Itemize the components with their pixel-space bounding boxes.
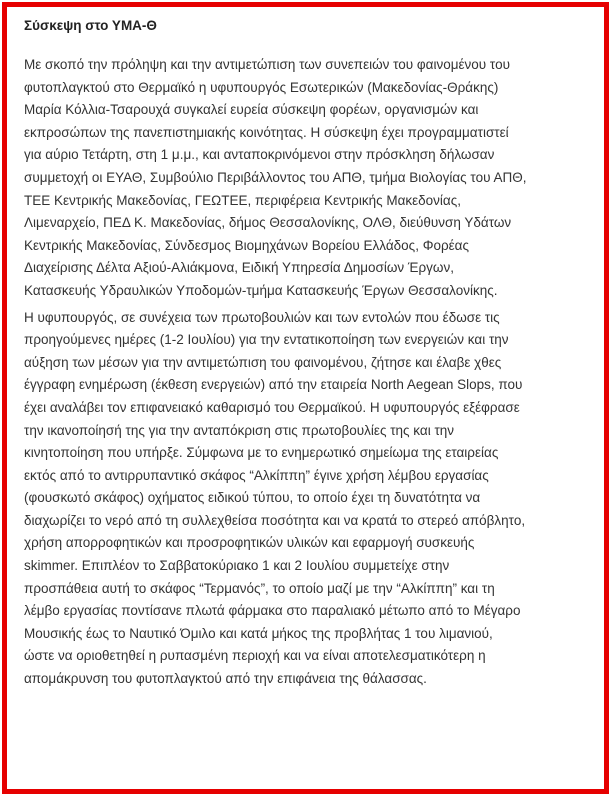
article-content <box>24 17 594 695</box>
paragraph-line: Λιμεναρχείο, ΠΕΔ Κ. Μακεδονίας, δήμος Θεσσαλονίκης, ΟΛΘ, διεύθυνση Υδάτων <box>24 215 512 231</box>
paragraph-line: λέμβο εργασίας ποντίσανε πλωτά φάρμακα στο παραλιακό μέτωπο από το Μέγαρο <box>24 603 521 619</box>
paragraph-line: προσπάθεια αυτή το σκάφος “Τερμανός”, το οποίο μαζί με την “Αλκίππη” και τη <box>24 580 495 596</box>
paragraph-line: Μουσικής έως το Ναυτικό Όμιλο και κατά μήκος της προβλήτας 1 του λιμανιού, <box>24 625 493 641</box>
paragraph-line: κινητοποίηση που υπήρξε. Σύμφωνα με το ενημερωτικό σημείωμα της εταιρείας <box>24 445 499 461</box>
article-title: Σύσκεψη στο ΥΜΑ-Θ <box>24 18 157 33</box>
article-body <box>24 54 594 691</box>
paragraph-line: (φουσκωτό σκάφος) οχήματος ειδικού τύπου, το οποίο έχει τη δυνατότητα να <box>24 490 481 506</box>
paragraph-line: Μαρία Κόλλια-Τσαρουχά συγκαλεί ευρεία σύσκεψη φορέων, οργανισμών και <box>24 102 479 118</box>
article-paragraph <box>24 307 594 691</box>
paragraph-line: χρήση απορροφητικών και προσροφητικών υλικών και εφαρμογή συσκευής <box>24 535 475 551</box>
paragraph-line: ΤΕΕ Κεντρικής Μακεδονίας, ΓΕΩΤΕΕ, περιφέρεια Κεντρικής Μακεδονίας, <box>24 192 461 208</box>
paragraph-line: την ικανοποίησή της για την ανταπόκριση στις πρωτοβουλίες της και την <box>24 422 455 438</box>
paragraph-line: έγγραφη ενημέρωση (έκθεση ενεργειών) από την εταιρεία North Aegean Slops, που <box>24 377 523 393</box>
paragraph-line: φυτοπλαγκτού στο Θερμαϊκό η υφυπουργός Εσωτερικών (Μακεδονίας-Θράκης) <box>24 79 499 95</box>
paragraph-line: εκτός από το αντιρρυπαντικό σκάφος “Αλκίππη” έγινε χρήση λέμβου εργασίας <box>24 467 489 483</box>
paragraph-line: Διαχείρισης Δέλτα Αξιού-Αλιάκμονα, Ειδική Υπηρεσία Δημοσίων Έργων, <box>24 260 454 276</box>
paragraph-line: αύξηση των μέσων για την αντιμετώπιση του φαινομένου, ζήτησε και έλαβε χθες <box>24 354 502 370</box>
paragraph-line: έχει αναλάβει τον επιφανειακό καθαρισμό του Θερμαϊκού. Η υφυπουργός εξέφρασε <box>24 399 520 415</box>
paragraph-line: διαχωρίζει το νερό από τη συλλεχθείσα ποσότητα και να κρατά το στερεό απόβλητο, <box>24 512 526 528</box>
article-frame <box>2 2 609 794</box>
paragraph-line: προηγούμενες ημέρες (1-2 Ιουλίου) για την εντατικοποίηση των ενεργειών και την <box>24 332 509 348</box>
paragraph-line: skimmer. Επιπλέον το Σαββατοκύριακο 1 και 2 Ιουλίου συμμετείχε στην <box>24 558 450 574</box>
paragraph-line: Κεντρικής Μακεδονίας, Σύνδεσμος Βιομηχάνων Βορείου Ελλάδος, Φορέας <box>24 237 469 253</box>
paragraph-line: απομάκρυνση του φυτοπλαγκτού από την επιφάνεια της θάλασσας. <box>24 671 427 687</box>
paragraph-line: Η υφυπουργός, σε συνέχεια των πρωτοβουλιών και των εντολών που έδωσε τις <box>24 309 500 325</box>
paragraph-line: για αύριο Τετάρτη, στη 1 μ.μ., και ανταποκρινόμενοι στην πρόσκληση δήλωσαν <box>24 147 495 163</box>
paragraph-line: συμμετοχή οι ΕΥΑΘ, Συμβούλιο Περιβάλλοντος του ΑΠΘ, τμήμα Βιολογίας του ΑΠΘ, <box>24 169 527 185</box>
paragraph-line: Κατασκευής Υδραυλικών Υποδομών-τμήμα Κατασκευής Έργων Θεσσαλονίκης. <box>24 282 498 298</box>
article-paragraph <box>24 54 594 303</box>
paragraph-line: εκπροσώπων της πανεπιστημιακής κοινότητας. Η σύσκεψη έχει προγραμματιστεί <box>24 124 509 140</box>
paragraph-line: ώστε να οριοθετηθεί η ρυπασμένη περιοχή και να είναι αποτελεσματικότερη η <box>24 648 486 664</box>
paragraph-line: Με σκοπό την πρόληψη και την αντιμετώπιση των συνεπειών του φαινομένου του <box>24 57 510 72</box>
